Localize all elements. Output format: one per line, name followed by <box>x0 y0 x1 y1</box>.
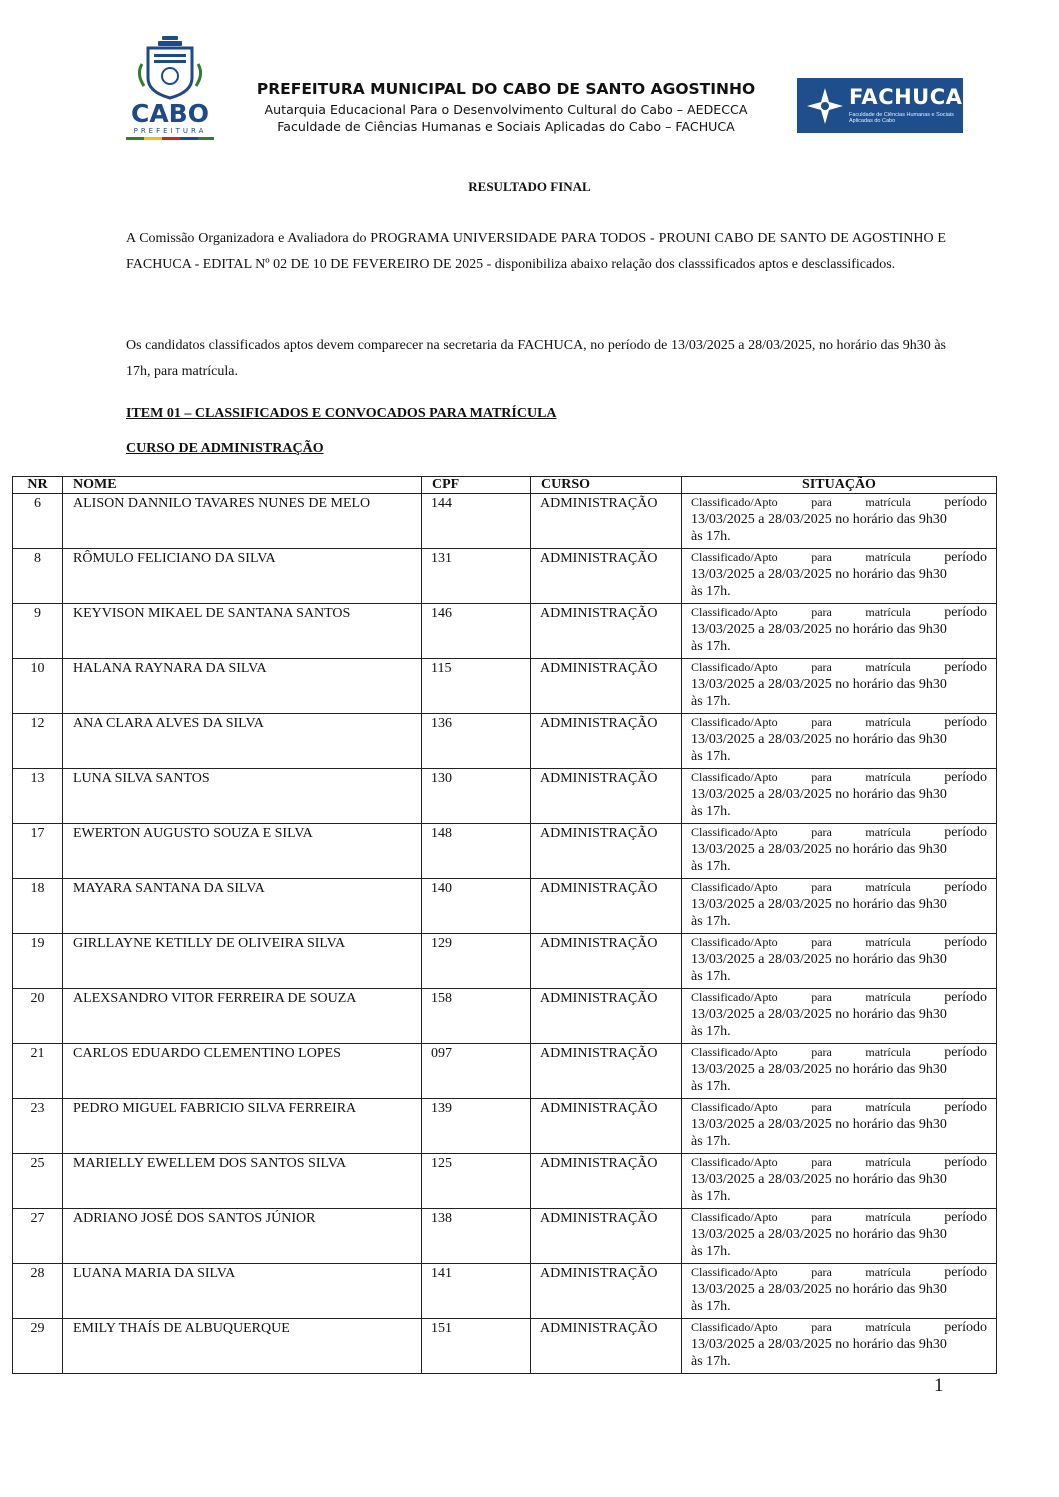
cell-cpf: 097 <box>422 1044 531 1099</box>
cell-situacao <box>682 1209 997 1264</box>
section-heading-course: CURSO DE ADMINISTRAÇÃO <box>126 441 324 456</box>
situacao-dates: 13/03/2025 a 28/03/2025 no horário das 9h30 <box>691 1062 947 1077</box>
cell-nome: PEDRO MIGUEL FABRICIO SILVA FERREIRA <box>63 1099 422 1154</box>
situacao-periodo: período <box>944 1265 987 1280</box>
situacao-dates: 13/03/2025 a 28/03/2025 no horário das 9h30 <box>691 842 947 857</box>
situacao-para: para <box>811 605 832 619</box>
situacao-periodo: período <box>944 715 987 730</box>
table-row <box>13 604 997 659</box>
document-header <box>0 0 1059 150</box>
cell-nr: 9 <box>13 604 63 659</box>
situacao-status: Classificado/Apto <box>691 990 778 1004</box>
cell-curso: ADMINISTRAÇÃO <box>531 824 682 879</box>
cell-situacao <box>682 494 997 549</box>
situacao-status: Classificado/Apto <box>691 1320 778 1334</box>
situacao-para: para <box>811 880 832 894</box>
situacao-line1 <box>691 1264 987 1281</box>
situacao-end: às 17h. <box>691 584 731 599</box>
situacao-dates: 13/03/2025 a 28/03/2025 no horário das 9h30 <box>691 512 947 527</box>
cell-curso: ADMINISTRAÇÃO <box>531 1099 682 1154</box>
situacao-matricula: matrícula <box>865 1100 911 1114</box>
cell-cpf: 151 <box>422 1319 531 1374</box>
situacao-line1 <box>691 659 987 676</box>
cell-situacao <box>682 1099 997 1154</box>
cell-nome: ADRIANO JOSÉ DOS SANTOS JÚNIOR <box>63 1209 422 1264</box>
cell-cpf: 138 <box>422 1209 531 1264</box>
situacao-periodo: período <box>944 825 987 840</box>
cell-cpf: 141 <box>422 1264 531 1319</box>
situacao-dates: 13/03/2025 a 28/03/2025 no horário das 9h30 <box>691 787 947 802</box>
situacao-dates: 13/03/2025 a 28/03/2025 no horário das 9h30 <box>691 952 947 967</box>
cell-curso: ADMINISTRAÇÃO <box>531 769 682 824</box>
situacao-periodo: período <box>944 1210 987 1225</box>
cabo-prefeitura-logo <box>122 34 218 142</box>
cell-situacao <box>682 824 997 879</box>
cell-curso: ADMINISTRAÇÃO <box>531 549 682 604</box>
cell-nome: ALISON DANNILO TAVARES NUNES DE MELO <box>63 494 422 549</box>
cell-curso: ADMINISTRAÇÃO <box>531 494 682 549</box>
cell-situacao <box>682 1044 997 1099</box>
cell-nome: ANA CLARA ALVES DA SILVA <box>63 714 422 769</box>
table-row <box>13 1209 997 1264</box>
header-cpf: CPF <box>422 477 531 494</box>
org-subtitle-aedecca: Autarquia Educacional Para o Desenvolvimento Cultural do Cabo – AEDECCA <box>264 102 748 117</box>
situacao-matricula: matrícula <box>865 990 911 1004</box>
situacao-status: Classificado/Apto <box>691 770 778 784</box>
cell-situacao <box>682 934 997 989</box>
situacao-para: para <box>811 990 832 1004</box>
page-number: 1 <box>934 1375 944 1396</box>
cell-cpf: 158 <box>422 989 531 1044</box>
cell-cpf: 148 <box>422 824 531 879</box>
cell-curso: ADMINISTRAÇÃO <box>531 1209 682 1264</box>
situacao-matricula: matrícula <box>865 825 911 839</box>
situacao-line1 <box>691 1099 987 1116</box>
cell-situacao <box>682 769 997 824</box>
situacao-line1 <box>691 1319 987 1336</box>
header-nr: NR <box>13 477 63 494</box>
situacao-dates: 13/03/2025 a 28/03/2025 no horário das 9h30 <box>691 1282 947 1297</box>
situacao-para: para <box>811 550 832 564</box>
cell-curso: ADMINISTRAÇÃO <box>531 1044 682 1099</box>
header-nome: NOME <box>63 477 422 494</box>
situacao-para: para <box>811 715 832 729</box>
situacao-status: Classificado/Apto <box>691 715 778 729</box>
situacao-end: às 17h. <box>691 1244 731 1259</box>
situacao-periodo: período <box>944 1320 987 1335</box>
table-row <box>13 934 997 989</box>
cell-curso: ADMINISTRAÇÃO <box>531 714 682 769</box>
cell-cpf: 146 <box>422 604 531 659</box>
document-title: RESULTADO FINAL <box>468 179 591 194</box>
cabo-logo-subtext: PREFEITURA <box>133 127 207 135</box>
cell-nr: 10 <box>13 659 63 714</box>
situacao-end: às 17h. <box>691 694 731 709</box>
situacao-line1 <box>691 1154 987 1171</box>
instructions-paragraph: Os candidatos classificados aptos devem comparecer na secretaria da FACHUCA, no período de 13/03/2025 a 28/03/2025, no horário das 9h30 às 17h, para matrícula. <box>126 338 946 379</box>
cell-nr: 20 <box>13 989 63 1044</box>
situacao-end: às 17h. <box>691 1134 731 1149</box>
cell-curso: ADMINISTRAÇÃO <box>531 1319 682 1374</box>
cell-curso: ADMINISTRAÇÃO <box>531 989 682 1044</box>
situacao-line1 <box>691 549 987 566</box>
org-subtitle-fachuca: Faculdade de Ciências Humanas e Sociais Aplicadas do Cabo – FACHUCA <box>277 119 735 134</box>
cell-nome: MAYARA SANTANA DA SILVA <box>63 879 422 934</box>
table-row <box>13 879 997 934</box>
cell-situacao <box>682 549 997 604</box>
cell-curso: ADMINISTRAÇÃO <box>531 659 682 714</box>
cell-nome: GIRLLAYNE KETILLY DE OLIVEIRA SILVA <box>63 934 422 989</box>
cell-situacao <box>682 659 997 714</box>
cell-nr: 27 <box>13 1209 63 1264</box>
fachuca-logo-subtext: Faculdade de Ciências Humanas e Sociais Aplicadas do Cabo <box>849 112 954 124</box>
table-row <box>13 549 997 604</box>
cell-cpf: 129 <box>422 934 531 989</box>
cell-cpf: 125 <box>422 1154 531 1209</box>
cell-cpf: 144 <box>422 494 531 549</box>
cell-situacao <box>682 989 997 1044</box>
situacao-status: Classificado/Apto <box>691 825 778 839</box>
table-header-row <box>13 477 997 494</box>
table-row <box>13 1264 997 1319</box>
cell-curso: ADMINISTRAÇÃO <box>531 1264 682 1319</box>
cell-nr: 8 <box>13 549 63 604</box>
situacao-end: às 17h. <box>691 969 731 984</box>
situacao-dates: 13/03/2025 a 28/03/2025 no horário das 9h30 <box>691 622 947 637</box>
situacao-matricula: matrícula <box>865 605 911 619</box>
cell-nome: MARIELLY EWELLEM DOS SANTOS SILVA <box>63 1154 422 1209</box>
situacao-end: às 17h. <box>691 749 731 764</box>
situacao-periodo: período <box>944 1155 987 1170</box>
situacao-end: às 17h. <box>691 1299 731 1314</box>
cell-nome: ALEXSANDRO VITOR FERREIRA DE SOUZA <box>63 989 422 1044</box>
situacao-status: Classificado/Apto <box>691 605 778 619</box>
table-row <box>13 714 997 769</box>
situacao-matricula: matrícula <box>865 1320 911 1334</box>
situacao-status: Classificado/Apto <box>691 1265 778 1279</box>
cell-nr: 19 <box>13 934 63 989</box>
table-row <box>13 769 997 824</box>
header-situacao: SITUAÇÃO <box>682 477 997 494</box>
situacao-status: Classificado/Apto <box>691 550 778 564</box>
situacao-status: Classificado/Apto <box>691 1210 778 1224</box>
cell-nome: KEYVISON MIKAEL DE SANTANA SANTOS <box>63 604 422 659</box>
cell-nr: 17 <box>13 824 63 879</box>
situacao-dates: 13/03/2025 a 28/03/2025 no horário das 9h30 <box>691 897 947 912</box>
situacao-end: às 17h. <box>691 639 731 654</box>
situacao-dates: 13/03/2025 a 28/03/2025 no horário das 9h30 <box>691 567 947 582</box>
situacao-periodo: período <box>944 550 987 565</box>
situacao-periodo: período <box>944 605 987 620</box>
cell-nome: HALANA RAYNARA DA SILVA <box>63 659 422 714</box>
situacao-matricula: matrícula <box>865 1210 911 1224</box>
cell-situacao <box>682 879 997 934</box>
fachuca-logo-text: FACHUCA <box>849 85 963 109</box>
situacao-matricula: matrícula <box>865 880 911 894</box>
intro-paragraph: A Comissão Organizadora e Avaliadora do PROGRAMA UNIVERSIDADE PARA TODOS - PROUNI CABO DE SANTO DE AGOSTINHO E FACHUCA - EDITAL Nº 02 DE 10 DE FEVEREIRO DE 2025 - disponibiliza abaixo relação dos classsificados aptos e desclassificados. <box>126 231 946 272</box>
situacao-para: para <box>811 495 832 509</box>
situacao-periodo: período <box>944 660 987 675</box>
table-row <box>13 989 997 1044</box>
section-heading-item01: ITEM 01 – CLASSIFICADOS E CONVOCADOS PARA MATRÍCULA <box>126 406 557 421</box>
situacao-matricula: matrícula <box>865 935 911 949</box>
fachuca-logo <box>797 78 963 133</box>
cell-nr: 29 <box>13 1319 63 1374</box>
cell-situacao <box>682 1264 997 1319</box>
situacao-end: às 17h. <box>691 859 731 874</box>
situacao-end: às 17h. <box>691 1354 731 1369</box>
situacao-line1 <box>691 1209 987 1226</box>
cell-nr: 28 <box>13 1264 63 1319</box>
situacao-para: para <box>811 1265 832 1279</box>
cell-nome: EWERTON AUGUSTO SOUZA E SILVA <box>63 824 422 879</box>
table-row <box>13 1099 997 1154</box>
situacao-status: Classificado/Apto <box>691 495 778 509</box>
cell-situacao <box>682 1154 997 1209</box>
situacao-status: Classificado/Apto <box>691 1155 778 1169</box>
header-curso: CURSO <box>531 477 682 494</box>
situacao-matricula: matrícula <box>865 495 911 509</box>
cell-curso: ADMINISTRAÇÃO <box>531 879 682 934</box>
situacao-matricula: matrícula <box>865 660 911 674</box>
situacao-dates: 13/03/2025 a 28/03/2025 no horário das 9h30 <box>691 732 947 747</box>
cell-nr: 23 <box>13 1099 63 1154</box>
table-row <box>13 1044 997 1099</box>
situacao-matricula: matrícula <box>865 550 911 564</box>
table-row <box>13 659 997 714</box>
situacao-line1 <box>691 714 987 731</box>
situacao-periodo: período <box>944 1045 987 1060</box>
situacao-end: às 17h. <box>691 914 731 929</box>
situacao-status: Classificado/Apto <box>691 935 778 949</box>
cell-nr: 18 <box>13 879 63 934</box>
table-row <box>13 1154 997 1209</box>
cell-nome: CARLOS EDUARDO CLEMENTINO LOPES <box>63 1044 422 1099</box>
cell-situacao <box>682 714 997 769</box>
situacao-para: para <box>811 1045 832 1059</box>
situacao-para: para <box>811 1100 832 1114</box>
cell-curso: ADMINISTRAÇÃO <box>531 604 682 659</box>
cell-nr: 25 <box>13 1154 63 1209</box>
situacao-line1 <box>691 934 987 951</box>
cabo-logo-text: CABO <box>130 99 210 128</box>
situacao-para: para <box>811 1320 832 1334</box>
situacao-dates: 13/03/2025 a 28/03/2025 no horário das 9h30 <box>691 1227 947 1242</box>
cell-nome: LUANA MARIA DA SILVA <box>63 1264 422 1319</box>
situacao-end: às 17h. <box>691 1189 731 1204</box>
situacao-status: Classificado/Apto <box>691 1100 778 1114</box>
cell-cpf: 130 <box>422 769 531 824</box>
situacao-line1 <box>691 604 987 621</box>
situacao-dates: 13/03/2025 a 28/03/2025 no horário das 9h30 <box>691 1337 947 1352</box>
situacao-periodo: período <box>944 990 987 1005</box>
situacao-dates: 13/03/2025 a 28/03/2025 no horário das 9h30 <box>691 677 947 692</box>
situacao-matricula: matrícula <box>865 1265 911 1279</box>
cell-nr: 6 <box>13 494 63 549</box>
situacao-end: às 17h. <box>691 529 731 544</box>
situacao-matricula: matrícula <box>865 715 911 729</box>
situacao-end: às 17h. <box>691 1024 731 1039</box>
situacao-line1 <box>691 494 987 511</box>
situacao-end: às 17h. <box>691 1079 731 1094</box>
situacao-dates: 13/03/2025 a 28/03/2025 no horário das 9h30 <box>691 1172 947 1187</box>
situacao-para: para <box>811 825 832 839</box>
cell-cpf: 140 <box>422 879 531 934</box>
situacao-line1 <box>691 824 987 841</box>
situacao-end: às 17h. <box>691 804 731 819</box>
cell-cpf: 115 <box>422 659 531 714</box>
situacao-periodo: período <box>944 1100 987 1115</box>
situacao-line1 <box>691 989 987 1006</box>
header-text-block <box>236 80 776 135</box>
situacao-matricula: matrícula <box>865 1045 911 1059</box>
cell-nome: LUNA SILVA SANTOS <box>63 769 422 824</box>
situacao-matricula: matrícula <box>865 1155 911 1169</box>
cell-nr: 13 <box>13 769 63 824</box>
situacao-status: Classificado/Apto <box>691 660 778 674</box>
situacao-dates: 13/03/2025 a 28/03/2025 no horário das 9h30 <box>691 1007 947 1022</box>
table-row <box>13 1319 997 1374</box>
situacao-periodo: período <box>944 770 987 785</box>
situacao-para: para <box>811 770 832 784</box>
situacao-periodo: período <box>944 935 987 950</box>
cell-situacao <box>682 1319 997 1374</box>
cell-nome: EMILY THAÍS DE ALBUQUERQUE <box>63 1319 422 1374</box>
situacao-dates: 13/03/2025 a 28/03/2025 no horário das 9h30 <box>691 1117 947 1132</box>
situacao-matricula: matrícula <box>865 770 911 784</box>
cell-curso: ADMINISTRAÇÃO <box>531 1154 682 1209</box>
situacao-status: Classificado/Apto <box>691 1045 778 1059</box>
situacao-para: para <box>811 935 832 949</box>
cell-situacao <box>682 604 997 659</box>
table-row <box>13 494 997 549</box>
situacao-status: Classificado/Apto <box>691 880 778 894</box>
results-table <box>12 476 997 1374</box>
situacao-line1 <box>691 1044 987 1061</box>
situacao-periodo: período <box>944 880 987 895</box>
fachuca-star-icon <box>805 86 845 126</box>
situacao-para: para <box>811 660 832 674</box>
situacao-line1 <box>691 769 987 786</box>
cell-cpf: 131 <box>422 549 531 604</box>
cell-cpf: 136 <box>422 714 531 769</box>
cell-nr: 21 <box>13 1044 63 1099</box>
org-title: PREFEITURA MUNICIPAL DO CABO DE SANTO AGOSTINHO <box>256 80 756 98</box>
cell-curso: ADMINISTRAÇÃO <box>531 934 682 989</box>
situacao-line1 <box>691 879 987 896</box>
cell-nr: 12 <box>13 714 63 769</box>
cell-nome: RÔMULO FELICIANO DA SILVA <box>63 549 422 604</box>
situacao-para: para <box>811 1155 832 1169</box>
table-row <box>13 824 997 879</box>
situacao-periodo: período <box>944 495 987 510</box>
situacao-para: para <box>811 1210 832 1224</box>
cell-cpf: 139 <box>422 1099 531 1154</box>
